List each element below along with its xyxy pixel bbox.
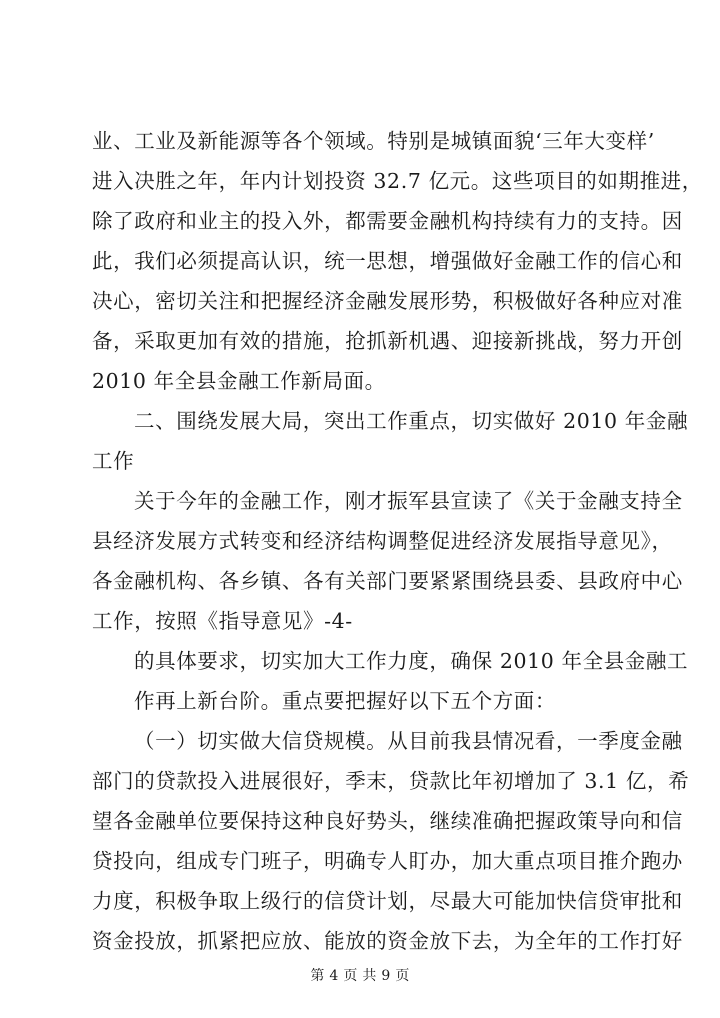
text-line: 2010 年全县金融工作新局面。: [92, 369, 386, 393]
text-line: 贷投向，组成专门班子，明确专人盯办，加大重点项目推介跑办: [92, 849, 683, 873]
section-heading-cont: 工作: [92, 449, 135, 473]
text-line: 除了政府和业主的投入外，都需要金融机构持续有力的支持。因: [92, 209, 683, 233]
text-line: 资金投放，抓紧把应放、能放的资金放下去，为全年的工作打好: [92, 929, 683, 953]
text-line: 业、工业及新能源等各个领域。特别是城镇面貌‘三年大变样’: [92, 129, 655, 153]
text-line: 备，采取更加有效的措施，抢抓新机遇、迎接新挑战，努力开创: [92, 329, 683, 353]
text-line: 进入决胜之年，年内计划投资 32.7 亿元。这些项目的如期推进，: [92, 169, 703, 193]
text-line: 作再上新台阶。重点要把握好以下五个方面：: [134, 689, 556, 713]
text-line: 望各金融单位要保持这种良好势头，继续准确把握政策导向和信: [92, 809, 683, 833]
paragraph-start: 关于今年的金融工作，刚才振军县宣读了《关于金融支持全: [134, 489, 683, 513]
section-heading: 二、围绕发展大局，突出工作重点，切实做好 2010 年金融: [134, 409, 689, 433]
text-line: 县经济发展方式转变和经济结构调整促进经济发展指导意见》，: [92, 529, 673, 553]
subsection-start: （一）切实做大信贷规模。从目前我县情况看，一季度金融: [134, 729, 683, 753]
text-line: 各金融机构、各乡镇、各有关部门要紧紧围绕县委、县政府中心: [92, 569, 683, 593]
page-number: 第 4 页 共 9 页: [310, 968, 410, 984]
text-line: 此，我们必须提高认识，统一思想，增强做好金融工作的信心和: [92, 249, 683, 273]
text-line: 决心，密切关注和把握经济金融发展形势，积极做好各种应对准: [92, 289, 683, 313]
text-line: 的具体要求，切实加大工作力度，确保 2010 年全县金融工: [134, 649, 689, 673]
text-line: 工作，按照《指导意见》-4-: [92, 609, 353, 633]
text-line: 力度，积极争取上级行的信贷计划，尽最大可能加快信贷审批和: [92, 889, 683, 913]
text-line: 部门的贷款投入进展很好，季末，贷款比年初增加了 3.1 亿，希: [92, 769, 690, 793]
